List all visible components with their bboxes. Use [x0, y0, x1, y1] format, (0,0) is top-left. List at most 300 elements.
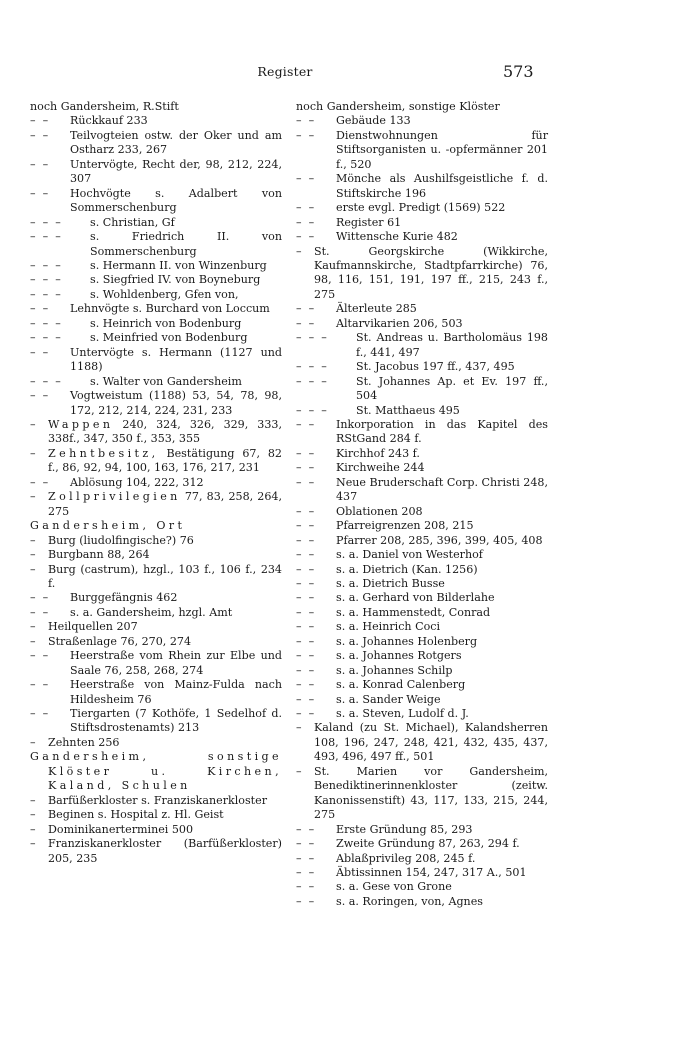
index-entry: [30, 563, 282, 592]
index-entry: [30, 649, 282, 678]
level-dash: – –: [296, 446, 315, 460]
index-entry: [296, 852, 548, 866]
index-entry-text: [296, 548, 548, 562]
entry-text: Heerstraße von Mainz-Fulda nach Hildesheim 76: [70, 678, 282, 706]
entry-text: Ablösung 104, 222, 312: [70, 475, 204, 489]
level-dash: –: [30, 620, 36, 634]
entry-text: s. a. Gerhard von Bilderlahe: [336, 591, 495, 605]
level-dash: –: [30, 446, 36, 460]
level-dash: – –: [296, 548, 315, 562]
entry-text: St. Andreas u. Bartholomäus 198 f., 441, 497: [356, 331, 548, 359]
index-entry-text: [296, 476, 548, 505]
index-entry-text: [30, 418, 282, 447]
index-entry-text: [30, 273, 282, 287]
level-dash: – – –: [30, 230, 61, 244]
spaced-heading: Zehntbesitz,: [48, 446, 159, 460]
index-entry: [30, 750, 282, 793]
index-entry: [296, 664, 548, 678]
entry-text: Kaland (zu St. Michael), Kalandsherren 108, 196, 247, 248, 421, 432, 435, 437, 493, 496, 497 ff., 501: [314, 721, 548, 764]
level-dash: – –: [296, 707, 315, 721]
entry-text: St. Matthaeus 495: [356, 403, 460, 417]
level-dash: – –: [296, 533, 315, 547]
level-dash: – –: [296, 837, 315, 851]
entry-text: Gebäude 133: [336, 114, 411, 128]
index-entry-text: [296, 505, 548, 519]
index-entry-text: [30, 317, 282, 331]
entry-text: Rückkauf 233: [70, 114, 148, 128]
index-entry-text: [30, 346, 282, 375]
level-dash: – –: [296, 215, 315, 229]
index-entry: [296, 765, 548, 823]
level-dash: – –: [296, 663, 315, 677]
level-dash: –: [30, 634, 36, 648]
index-entry-text: [30, 837, 282, 866]
entry-text: Straßenlage 76, 270, 274: [48, 634, 192, 648]
index-entry: [296, 302, 548, 316]
index-entry-text: [296, 852, 548, 866]
level-dash: – –: [296, 605, 315, 619]
index-entry-text: [296, 245, 548, 303]
index-entry-text: [30, 375, 282, 389]
index-entry: [30, 534, 282, 548]
level-dash: – –: [296, 417, 315, 431]
index-entry-text: [30, 750, 282, 793]
index-entry-text: [296, 172, 548, 201]
spaced-heading: Zollprivilegien: [48, 490, 181, 504]
level-dash: – – –: [30, 287, 61, 301]
index-column-right: [296, 100, 548, 909]
index-entry-text: [30, 216, 282, 230]
index-entry-text: [30, 230, 282, 259]
index-entry: [296, 880, 548, 894]
level-dash: –: [30, 490, 36, 504]
entry-text: St. Johannes Ap. et Ev. 197 ff., 504: [356, 374, 548, 403]
index-entry-text: [30, 649, 282, 678]
index-entry: [30, 678, 282, 707]
entry-text: Lehnvögte s. Burchard von Loccum: [70, 302, 270, 316]
entry-text: Äbtissinnen 154, 247, 317 A., 501: [336, 866, 527, 880]
level-dash: – –: [296, 822, 315, 836]
entry-text: Heerstraße vom Rhein zur Elbe und Saale 76, 258, 268, 274: [70, 649, 282, 677]
level-dash: – –: [296, 114, 315, 128]
level-dash: – –: [296, 302, 315, 316]
index-entry-text: [296, 823, 548, 837]
index-entry-text: [30, 519, 282, 533]
page-number: 573: [503, 62, 534, 81]
level-dash: – –: [30, 157, 49, 171]
index-entry: [296, 129, 548, 172]
index-entry-text: [296, 664, 548, 678]
level-dash: – –: [30, 605, 49, 619]
index-entry: [30, 389, 282, 418]
entry-text: Heilquellen 207: [48, 620, 138, 634]
entry-text: noch Gandersheim, R.Stift: [30, 100, 179, 113]
index-entry-text: [296, 606, 548, 620]
index-entry: [30, 823, 282, 837]
entry-text: s. a. Gandersheim, hzgl. Amt: [70, 605, 233, 619]
level-dash: –: [30, 735, 36, 749]
entry-text: Franziskanerkloster (Barfüßerkloster) 205, 235: [48, 837, 282, 865]
index-entry-text: [296, 216, 548, 230]
index-column-left: [30, 100, 282, 866]
entry-text: St. Marien vor Gandersheim, Benediktinerinnenkloster (zeitw. Kanonissenstift) 43, 117, 133, 215, 244, 275: [314, 764, 548, 822]
index-entry: [296, 606, 548, 620]
index-entry-text: [296, 765, 548, 823]
entry-text: Tiergarten (7 Kothöfe, 1 Sedelhof d. Stiftsdrostenamts) 213: [70, 707, 282, 735]
index-entry: [296, 591, 548, 605]
index-entry-text: [30, 548, 282, 562]
entry-text: Dienstwohnungen für Stiftsorganisten u. -opfermänner 201 f., 520: [336, 128, 548, 171]
entry-text: Kirchhof 243 f.: [336, 446, 420, 460]
index-entry: [30, 736, 282, 750]
index-entry: [296, 678, 548, 692]
level-dash: – –: [30, 678, 49, 692]
level-dash: – –: [30, 128, 49, 142]
index-entry: [30, 447, 282, 476]
level-dash: – –: [296, 880, 315, 894]
entry-text: Barfüßerkloster s. Franziskanerkloster: [48, 793, 268, 807]
index-entry: [296, 548, 548, 562]
level-dash: – –: [296, 866, 315, 880]
entry-text: Burgbann 88, 264: [48, 548, 150, 562]
level-dash: –: [30, 793, 36, 807]
entry-text: s. a. Konrad Calenberg: [336, 678, 466, 692]
level-dash: – – –: [30, 258, 61, 272]
entry-text: St. Georgskirche (Wikkirche, Kaufmannskirche, Stadtpfarrkirche) 76, 98, 116, 151, 191, 197 ff., 215, 243 f., 275: [314, 244, 548, 301]
index-entry: [30, 331, 282, 345]
index-entry-text: [30, 389, 282, 418]
index-entry: [296, 331, 548, 360]
index-entry: [296, 635, 548, 649]
page-header: [0, 64, 700, 86]
index-entry: [296, 649, 548, 663]
index-entry: [296, 404, 548, 418]
entry-text: s. Friedrich II. von Sommerschenburg: [90, 230, 282, 258]
level-dash: – –: [296, 678, 315, 692]
entry-text: Neue Bruderschaft Corp. Christi 248, 437: [336, 475, 548, 504]
level-dash: – –: [296, 894, 315, 908]
entry-text: s. a. Gese von Grone: [336, 880, 452, 894]
index-entry: [296, 707, 548, 721]
index-entry-text: [30, 302, 282, 316]
level-dash: – –: [296, 576, 315, 590]
level-dash: – –: [296, 201, 315, 215]
level-dash: –: [30, 548, 36, 562]
level-dash: –: [30, 822, 36, 836]
index-entry: [30, 476, 282, 490]
level-dash: – – –: [30, 331, 61, 345]
level-dash: – – –: [296, 374, 327, 388]
entry-text: Burggefängnis 462: [70, 591, 178, 605]
index-entry: [30, 418, 282, 447]
entry-text: Ablaßprivileg 208, 245 f.: [336, 851, 476, 865]
level-dash: – –: [30, 302, 49, 316]
entry-text: 77, 83, 258, 264, 275: [48, 490, 282, 518]
running-head: Register: [257, 64, 313, 79]
index-entry: [30, 187, 282, 216]
index-entry-text: [30, 635, 282, 649]
index-entry-text: [296, 418, 548, 447]
entry-text: s. Siegfried IV. von Boyneburg: [90, 273, 261, 287]
index-entry-text: [296, 721, 548, 764]
index-entry-text: [296, 591, 548, 605]
entry-text: Register 61: [336, 215, 402, 229]
index-entry: [296, 866, 548, 880]
entry-text: Wittensche Kurie 482: [336, 230, 458, 244]
index-entry: [30, 707, 282, 736]
index-entry: [30, 273, 282, 287]
index-entry: [296, 100, 548, 114]
index-entry: [296, 505, 548, 519]
index-entry: [30, 635, 282, 649]
index-entry: [296, 563, 548, 577]
index-entry-text: [296, 302, 548, 316]
index-entry: [30, 620, 282, 634]
index-entry: [296, 172, 548, 201]
level-dash: – –: [30, 649, 49, 663]
index-entry-text: [296, 114, 548, 128]
entry-text: Bestätigung 67, 82 f., 86, 92, 94, 100, 163, 176, 217, 231: [48, 446, 282, 475]
entry-text: Oblationen 208: [336, 504, 423, 518]
index-entry-text: [30, 678, 282, 707]
entry-text: Vogtweistum (1188) 53, 54, 78, 98, 172, 212, 214, 224, 231, 233: [70, 389, 282, 417]
entry-text: Mönche als Aushilfsgeistliche f. d. Stiftskirche 196: [336, 172, 548, 200]
entry-text: Burg (castrum), hzgl., 103 f., 106 f., 234 f.: [48, 562, 282, 590]
level-dash: –: [296, 764, 302, 778]
index-entry: [30, 230, 282, 259]
index-entry-text: [296, 866, 548, 880]
index-entry: [30, 302, 282, 316]
level-dash: – – –: [30, 374, 61, 388]
index-entry: [30, 288, 282, 302]
level-dash: – –: [296, 504, 315, 518]
index-entry-text: [30, 591, 282, 605]
index-entry-text: [296, 563, 548, 577]
entry-text: noch Gandersheim, sonstige Klöster: [296, 100, 500, 113]
index-entry-text: [296, 461, 548, 475]
level-dash: – – –: [30, 316, 61, 330]
index-entry-text: [296, 519, 548, 533]
index-entry-text: [30, 563, 282, 592]
index-entry-text: [296, 447, 548, 461]
index-entry: [30, 129, 282, 158]
entry-text: s. a. Heinrich Coci: [336, 620, 441, 634]
index-entry-text: [30, 288, 282, 302]
index-entry: [296, 519, 548, 533]
index-entry: [30, 317, 282, 331]
level-dash: – – –: [296, 360, 327, 374]
index-entry-text: [30, 823, 282, 837]
index-entry: [296, 447, 548, 461]
entry-text: s. a. Johannes Rotgers: [336, 649, 462, 663]
index-entry-text: [296, 360, 548, 374]
index-entry-text: [296, 534, 548, 548]
index-entry: [30, 259, 282, 273]
spaced-heading: Gandersheim, Ort: [30, 519, 186, 533]
index-entry: [296, 620, 548, 634]
index-entry-text: [296, 880, 548, 894]
index-entry-text: [296, 620, 548, 634]
entry-text: Pfarreigrenzen 208, 215: [336, 519, 474, 533]
entry-text: Untervögte, Recht der, 98, 212, 224, 307: [70, 157, 282, 186]
level-dash: –: [30, 837, 36, 851]
level-dash: – –: [296, 172, 315, 186]
entry-text: Altarvikarien 206, 503: [336, 316, 463, 330]
index-entry-text: [30, 808, 282, 822]
index-entry-text: [30, 794, 282, 808]
entry-text: s. Meinfried von Bodenburg: [90, 331, 248, 345]
entry-text: s. Walter von Gandersheim: [90, 374, 242, 388]
level-dash: – –: [296, 128, 315, 142]
level-dash: – –: [296, 620, 315, 634]
index-entry-text: [30, 490, 282, 519]
entry-text: Inkorporation in das Kapitel des RStGand 284 f.: [336, 417, 548, 446]
index-entry-text: [296, 317, 548, 331]
index-entry: [30, 158, 282, 187]
index-entry-text: [296, 895, 548, 909]
index-entry-text: [296, 577, 548, 591]
entry-text: Erste Gründung 85, 293: [336, 822, 473, 836]
level-dash: – –: [30, 389, 49, 403]
index-entry-text: [296, 331, 548, 360]
index-entry-text: [296, 678, 548, 692]
entry-text: s. a. Sander Weige: [336, 692, 441, 706]
index-entry: [296, 216, 548, 230]
index-entry: [296, 245, 548, 303]
entry-text: s. a. Roringen, von, Agnes: [336, 894, 483, 908]
entry-text: s. a. Dietrich Busse: [336, 576, 445, 590]
index-entry: [296, 230, 548, 244]
entry-text: s. a. Dietrich (Kan. 1256): [336, 562, 478, 576]
index-entry-text: [296, 707, 548, 721]
index-entry-text: [296, 635, 548, 649]
index-entry: [296, 823, 548, 837]
level-dash: – –: [296, 316, 315, 330]
index-entry: [30, 114, 282, 128]
index-entry: [30, 490, 282, 519]
level-dash: – – –: [30, 273, 61, 287]
index-entry: [30, 794, 282, 808]
level-dash: – –: [30, 114, 49, 128]
index-entry-text: [296, 100, 548, 114]
index-entry-text: [296, 649, 548, 663]
index-entry: [296, 360, 548, 374]
index-entry: [296, 693, 548, 707]
index-entry: [30, 216, 282, 230]
entry-text: Teilvogteien ostw. der Oker und am Ostharz 233, 267: [70, 128, 282, 157]
level-dash: – –: [30, 707, 49, 721]
index-entry-text: [296, 693, 548, 707]
level-dash: – –: [296, 230, 315, 244]
index-entry-text: [30, 129, 282, 158]
level-dash: – –: [30, 591, 49, 605]
index-entry-text: [296, 230, 548, 244]
entry-text: erste evgl. Predigt (1569) 522: [336, 201, 506, 215]
entry-text: s. a. Hammenstedt, Conrad: [336, 605, 491, 619]
level-dash: – – –: [296, 331, 327, 345]
index-entry: [30, 808, 282, 822]
level-dash: – –: [30, 186, 49, 200]
index-entry: [30, 591, 282, 605]
entry-text: s. Christian, Gf: [90, 215, 175, 229]
index-entry-text: [30, 606, 282, 620]
index-entry: [296, 721, 548, 764]
index-entry: [296, 534, 548, 548]
index-entry-text: [30, 100, 282, 114]
entry-text: s. Wohldenberg, Gfen von,: [90, 287, 239, 301]
entry-text: s. Heinrich von Bodenburg: [90, 316, 242, 330]
index-entry-text: [30, 187, 282, 216]
index-entry: [296, 476, 548, 505]
index-entry-text: [296, 375, 548, 404]
entry-text: s. a. Johannes Holenberg: [336, 634, 478, 648]
index-entry: [296, 461, 548, 475]
index-entry-text: [30, 259, 282, 273]
entry-text: s. a. Daniel von Westerhof: [336, 548, 483, 562]
entry-text: s. Hermann II. von Winzenburg: [90, 258, 267, 272]
index-entry: [30, 606, 282, 620]
level-dash: –: [30, 533, 36, 547]
index-entry: [30, 100, 282, 114]
index-entry: [296, 418, 548, 447]
index-entry-text: [30, 534, 282, 548]
index-entry-text: [30, 620, 282, 634]
index-entry-text: [30, 158, 282, 187]
entry-text: Dominikanerterminei 500: [48, 822, 194, 836]
level-dash: –: [296, 721, 302, 735]
index-entry-text: [296, 404, 548, 418]
entry-text: Hochvögte s. Adalbert von Sommerschenburg: [70, 186, 282, 215]
index-entry: [296, 895, 548, 909]
entry-text: Zweite Gründung 87, 263, 294 f.: [336, 837, 520, 851]
index-entry: [296, 837, 548, 851]
index-entry-text: [30, 331, 282, 345]
level-dash: – –: [296, 562, 315, 576]
index-entry: [30, 346, 282, 375]
level-dash: – –: [30, 345, 49, 359]
level-dash: – –: [296, 591, 315, 605]
index-entry: [296, 317, 548, 331]
spaced-heading: Gandersheim, sonstige Klöster u. Kirchen, Kaland, Schulen: [30, 750, 282, 793]
level-dash: –: [296, 244, 302, 258]
entry-text: 240, 324, 326, 329, 333, 338f., 347, 350 f., 353, 355: [48, 417, 282, 446]
index-entry: [30, 837, 282, 866]
entry-text: Beginen s. Hospital z. Hl. Geist: [48, 808, 224, 822]
index-entry: [30, 548, 282, 562]
entry-text: Älterleute 285: [336, 302, 417, 316]
index-entry: [30, 375, 282, 389]
entry-text: Burg (liudolfingische?) 76: [48, 533, 194, 547]
level-dash: –: [30, 417, 36, 431]
level-dash: –: [30, 808, 36, 822]
level-dash: – –: [296, 851, 315, 865]
level-dash: –: [30, 562, 36, 576]
index-entry-text: [30, 476, 282, 490]
index-entry-text: [296, 837, 548, 851]
entry-text: s. a. Steven, Ludolf d. J.: [336, 707, 469, 721]
entry-text: Kirchweihe 244: [336, 461, 425, 475]
index-entry: [296, 201, 548, 215]
index-entry: [30, 519, 282, 533]
index-entry-text: [30, 447, 282, 476]
spaced-heading: Wappen: [48, 417, 114, 431]
index-entry: [296, 375, 548, 404]
level-dash: – –: [30, 475, 49, 489]
level-dash: – –: [296, 475, 315, 489]
level-dash: – – –: [296, 403, 327, 417]
level-dash: – –: [296, 634, 315, 648]
index-entry-text: [296, 201, 548, 215]
